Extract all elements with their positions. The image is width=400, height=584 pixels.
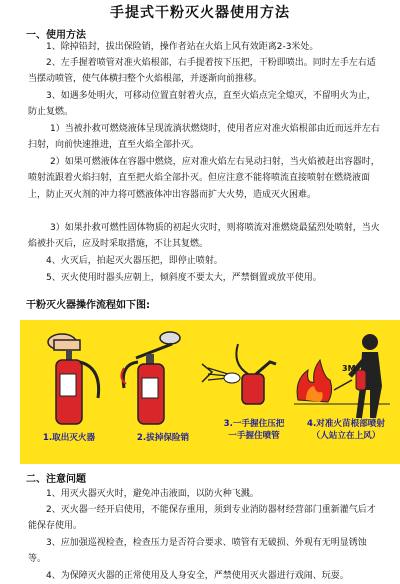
- usage-sub-1: 1）当被扑救可燃烧液体呈现流淌状燃烧时，使用者应对准火焰根部由近而远并左右扫射，向前快速推进，直至火焰全部扑灭。: [28, 124, 380, 151]
- note-1: 1、用灭火器灭火时，避免冲击液面，以防火种飞溅。: [46, 489, 259, 499]
- step-caption-3: 3.一手握住压把 一手握住喷管: [223, 419, 285, 441]
- step-caption-1: 1.取出灭火器: [42, 433, 96, 443]
- usage-step-4: 4、火灭后，拍起灭火器压把，即停止喷射。: [46, 256, 223, 266]
- flow-title: 干粉灭火器操作流程如下图:: [26, 300, 150, 311]
- note-2: 2、灭火器一经开启使用，不能保存重用，须到专业消防器材经营部门重新灌气后才能保存使用。: [28, 505, 376, 532]
- section-heading-usage: 一、使用方法: [26, 30, 86, 41]
- usage-step-2: 2、左手握着喷管对准火焰根部，右手提着按下压把，干粉即喷出。同时左手左右适当摆动喷管，使气体横扫整个火焰根部，并逐渐向前推移。: [28, 58, 376, 85]
- usage-step-1: 1、除掉铅封，拔出保险销，操作者站在火焰上风有效距离2-3米处。: [46, 42, 319, 52]
- usage-sub-2: 2）如果可燃液体在容器中燃烧，应对准火焰左右晃动扫射，当火焰被赶出容器时，喷射流跟着火焰扫射，直至把火焰全部扑灭。但应注意不能将喷流直接喷射在燃烧液面上，防止灭火剂的冲力将可燃液体冲出容器而扩大火势，造成灭火困难。: [28, 157, 380, 200]
- extinguisher-hand-icon: [32, 328, 112, 428]
- step-caption-2: 2.拔掉保险销: [136, 433, 190, 443]
- usage-step-5: 5、灭火使用时器头应朝上，倾斜度不要太大，严禁倒置或放平使用。: [46, 273, 322, 283]
- usage-step-3: 3、如遇多处明火，可移动位置直射着火点，直至火焰点完全熄灭，不留明火为止，防止复燃。: [28, 91, 376, 118]
- distance-label: 3M: [342, 364, 356, 373]
- spray-fire-icon: [290, 330, 394, 426]
- note-3: 3、应加强巡视检查，检查压力是否符合要求、喷管有无破损、外观有无明显锈蚀等。: [28, 538, 367, 565]
- usage-sub-3: 3）如果扑救可燃性固体物质的初起火灾时，则将喷流对准燃烧最猛烈处喷射，当火焰被扑灭后，应及时采取措施，不让其复燃。: [28, 223, 380, 250]
- pull-pin-icon: [116, 328, 196, 428]
- section-heading-notes: 二、注意问题: [26, 474, 86, 485]
- spray-extinguisher-icon: [198, 334, 280, 414]
- step-caption-4: 4.对准火苗根部喷射 （人站立在上风）: [307, 419, 385, 441]
- page-title: 手提式干粉灭火器使用方法: [110, 5, 290, 21]
- flow-panel: [20, 320, 400, 464]
- note-4: 4、为保障灭火器的正常使用及人身安全，严禁使用灭火器进行戏闹、玩耍。: [46, 571, 349, 581]
